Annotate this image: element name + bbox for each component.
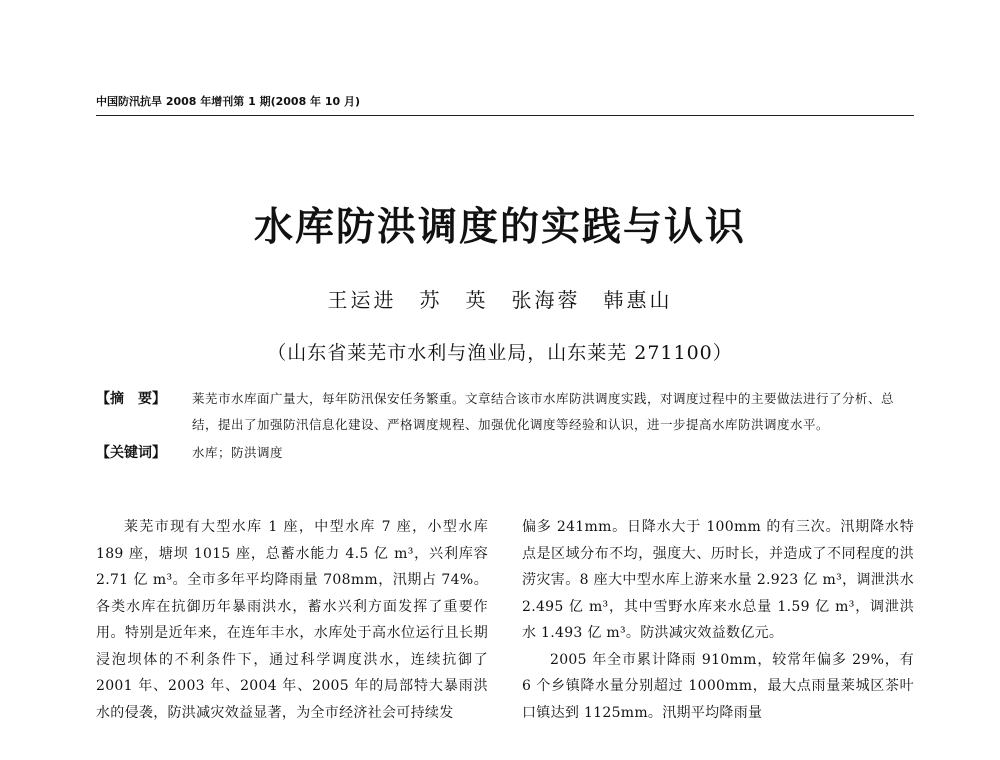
abstract-row xyxy=(96,386,916,438)
abstract-label: 【摘 要】 xyxy=(96,391,166,407)
body-right-column xyxy=(522,514,914,726)
abstract-text: 莱芜市水库面广量大，每年防汛保安任务繁重。文章结合该市水库防洪调度实践，对调度过程中的主要做法进行了分析、总结，提出了加强防汛信息化建设、严格调度规程、加强优化调度等经验和认识，进一步提高水库防洪调度水平。 xyxy=(192,391,895,432)
body-left-column xyxy=(96,514,488,726)
keywords-text: 水库；防洪调度 xyxy=(192,445,284,460)
paper-title: 水库防洪调度的实践与认识 xyxy=(253,204,746,250)
body-paragraph-continued: 偏多 241mm。日降水大于 100mm 的有三次。汛期降水特点是区域分布不均，强度大、历时长，并造成了不同程度的洪涝灾害。8 座大中型水库上游来水量 2.923 亿 m³，调泄洪水 2.495 亿 m³，其中雪野水库来水总量 1.59 亿 m³，调泄洪水 1.493 亿 m³。防洪减灾效益数亿元。 xyxy=(522,519,914,641)
journal-header: 中国防汛抗旱 2008 年增刊第 1 期(2008 年 10 月) xyxy=(96,95,361,108)
body-paragraph: 2005 年全市累计降雨 910mm，较常年偏多 29%，有 6 个乡镇降水量分别超过 1000mm，最大点雨量莱城区茶叶口镇达到 1125mm。汛期平均降雨量 xyxy=(522,651,914,721)
affiliation: （山东省莱芜市水利与渔业局，山东莱芜 271100） xyxy=(267,342,733,364)
header-divider xyxy=(96,115,914,116)
keywords-label: 【关键词】 xyxy=(96,445,166,461)
abstract-block xyxy=(96,386,916,466)
keywords-row xyxy=(96,440,916,466)
body-paragraph: 莱芜市现有大型水库 1 座，中型水库 7 座，小型水库 189 座，塘坝 1015 座，总蓄水能力 4.5 亿 m³，兴利库容 2.71 亿 m³。全市多年平均降雨量 708mm，汛期占 74%。各类水库在抗御历年暴雨洪水，蓄水兴利方面发挥了重要作用。特别是近年来，在连年丰水，水库处于高水位运行且长期浸泡坝体的不利条件下，通过科学调度洪水，连续抗御了 2001 年、2003 年、2004 年、2005 年的局部特大暴雨洪水的侵袭，防洪减灾效益显著，为全市经济社会可持续发 xyxy=(96,519,488,721)
author-list: 王运进 苏 英 张海蓉 韩惠山 xyxy=(327,288,673,312)
